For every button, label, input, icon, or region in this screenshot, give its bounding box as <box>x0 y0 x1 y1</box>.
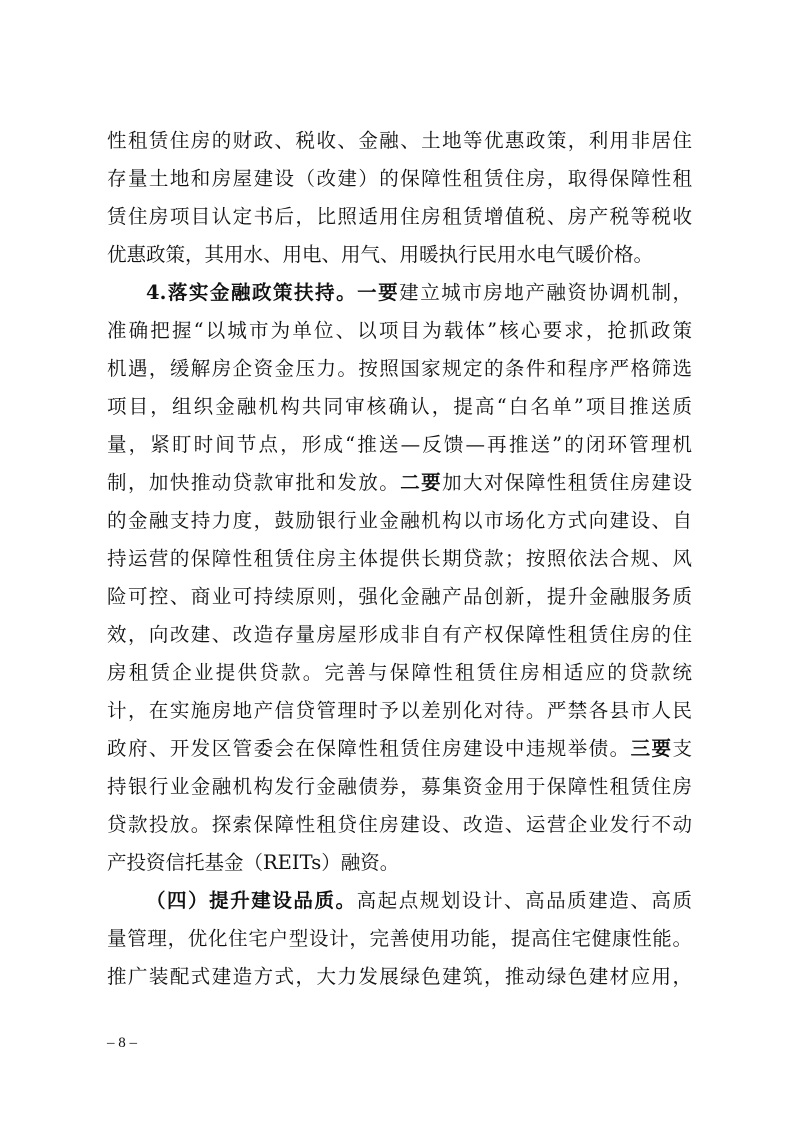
text-span: 支 <box>672 737 692 760</box>
text-span: 险可控、商业可持续原则，强化金融产品创新，提升金融服务质 <box>107 585 692 608</box>
text-line <box>107 806 692 844</box>
text-line <box>107 958 692 996</box>
text-span: 房租赁企业提供贷款。完善与保障性租赁住房相适应的贷款统 <box>107 661 692 684</box>
text-line <box>107 768 692 806</box>
text-line <box>107 844 692 882</box>
text-line <box>107 540 692 578</box>
text-line <box>107 274 692 312</box>
text-line <box>107 692 692 730</box>
text-span: 政府、开发区管委会在保障性租赁住房建设中违规举债。 <box>107 737 631 760</box>
text-line <box>107 312 692 350</box>
text-line <box>107 122 692 160</box>
bold-text: 二要 <box>400 471 443 494</box>
text-span: 量管理，优化住宅户型设计，完善使用功能，提高住宅健康性能。 <box>107 927 692 950</box>
text-span: 高起点规划设计、高品质建造、高质 <box>356 889 692 912</box>
body-text <box>107 122 692 996</box>
text-span: 推广装配式建造方式，大力发展绿色建筑，推动绿色建材应用， <box>107 965 692 988</box>
text-span: 持运营的保障性租赁住房主体提供长期贷款；按照依法合规、风 <box>107 547 692 570</box>
text-line <box>107 502 692 540</box>
text-span: 优惠政策，其用水、用电、用气、用暖执行民用水电气暖价格。 <box>107 243 654 266</box>
text-line <box>107 654 692 692</box>
text-span: 存量土地和房屋建设（改建）的保障性租赁住房，取得保障性租 <box>107 167 692 190</box>
bold-text: （四）提升建设品质。 <box>146 889 357 912</box>
text-line <box>107 160 692 198</box>
text-line <box>107 350 692 388</box>
text-span: 加大对保障性租赁住房建设 <box>442 471 692 494</box>
text-span: 的金融支持力度，鼓励银行业金融机构以市场化方式向建设、自 <box>107 509 692 532</box>
text-line <box>107 198 692 236</box>
text-line <box>107 236 692 274</box>
text-line <box>107 730 692 768</box>
text-line <box>107 616 692 654</box>
text-span: 制，加快推动贷款审批和发放。 <box>107 471 401 494</box>
text-span: 性租赁住房的财政、税收、金融、土地等优惠政策，利用非居住 <box>107 129 692 152</box>
text-span: 产投资信托基金（REITs）融资。 <box>107 851 400 874</box>
text-line <box>107 464 692 502</box>
text-span: 持银行业金融机构发行金融债券，募集资金用于保障性租赁住房 <box>107 775 692 798</box>
text-line <box>107 578 692 616</box>
page-number: – 8 – <box>107 1035 137 1051</box>
bold-text: 三要 <box>630 737 673 760</box>
text-span: 建立城市房地产融资协调机制， <box>399 281 692 304</box>
text-span: 准确把握“以城市为单位、以项目为载体”核心要求，抢抓政策 <box>107 319 692 342</box>
text-line <box>107 920 692 958</box>
text-span: 机遇，缓解房企资金压力。按照国家规定的条件和程序严格筛选 <box>107 357 692 380</box>
text-span: 赁住房项目认定书后，比照适用住房租赁增值税、房产税等税收 <box>107 205 692 228</box>
bold-text: 4.落实金融政策扶持。 <box>146 281 358 304</box>
bold-text: 一要 <box>357 281 400 304</box>
text-span: 效，向改建、改造存量房屋形成非自有产权保障性租赁住房的住 <box>107 623 692 646</box>
text-line <box>107 388 692 426</box>
text-line <box>107 426 692 464</box>
text-span: 项目，组织金融机构共同审核确认，提高“白名单”项目推送质 <box>107 395 692 418</box>
text-span: 计，在实施房地产信贷管理时予以差别化对待。严禁各县市人民 <box>107 699 692 722</box>
text-line <box>107 882 692 920</box>
text-span: 量，紧盯时间节点，形成“推送—反馈—再推送”的闭环管理机 <box>107 433 692 456</box>
text-span: 贷款投放。探索保障性租贷住房建设、改造、运营企业发行不动 <box>107 813 692 836</box>
